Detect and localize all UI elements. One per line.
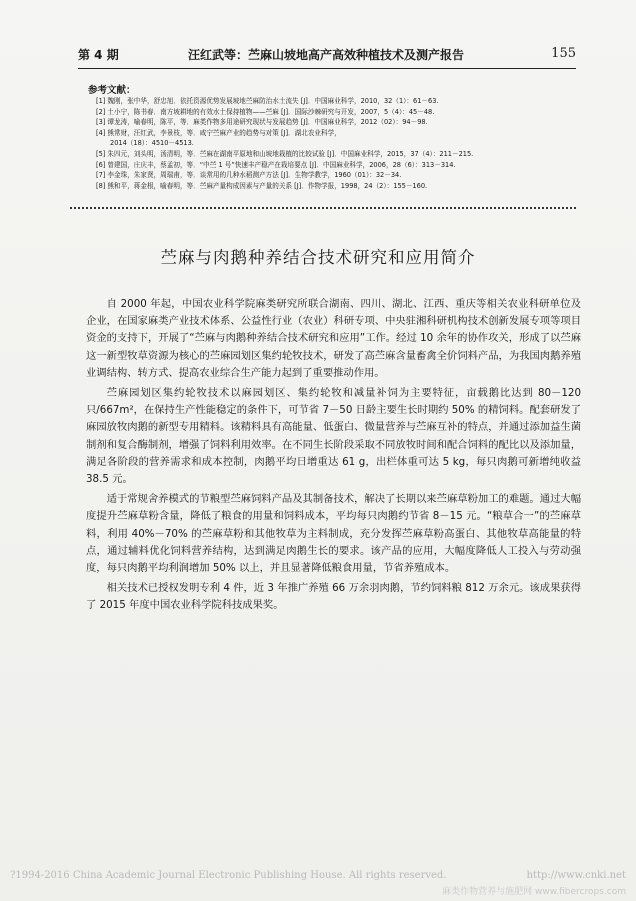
reference-item: [8] 熊和平，蒋金根，喻春明，等．苎麻产量构成因素与产量的关系 [J]．作物学报，1998，24（2）：155－160. [96, 181, 428, 190]
article-title: 苎麻与肉鹅种养结合技术研究和应用简介 [160, 248, 476, 267]
running-header [78, 42, 576, 66]
references-list [96, 96, 566, 191]
paragraph: 相关技术已授权发明专利 4 件，近 3 年推广养殖 66 万余羽肉鹅，节约饲料粮 812 万余元。该成果获得了 2015 年度中国农业科学院科技成果奖。 [86, 582, 581, 612]
page-number: 155 [551, 46, 576, 61]
references-heading: 参考文献： [88, 85, 136, 96]
reference-item: [4] 熊常财，汪红武，李景枝，等．咸宁苎麻产业的趋势与对策 [J]．湖北农业科学， [96, 128, 341, 137]
paragraph: 适于常规舍养模式的节粮型苎麻饲料产品及其制备技术，解决了长期以来苎麻草粉加工的难题。通过大幅度提升苎麻草粉含量，降低了粮食的用量和饲料成本，平均每只肉鹅约节省 8－15 元。“粮草合一”的苎麻草料，利用 40%－70% 的苎麻草粉和其他牧草为主料制成，充分发挥苎麻草粉高蛋白、其他牧草高能量的特点，通过辅料优化饲料营养结构，达到满足肉鹅生长的要求。该产品的应用，大幅度降低人工投入与劳动强度，每只肉鹅平均利润增加 50% 以上，并且显著降低粮食用量，节省养殖成本。 [86, 493, 581, 575]
running-title: 汪红武等：苎麻山坡地高产高效种植技术及测产报告 [188, 48, 465, 62]
reference-item: [5] 朱四元，刘头明，汤清明，等．苎麻在湖南平原地和山坡地栽植的比较试验 [J]．中国麻业科学，2015，37（4）：211－215. [96, 149, 474, 158]
cnki-link[interactable]: http://www.cnki.net [526, 870, 626, 881]
article-body [86, 296, 581, 618]
section-divider [70, 207, 576, 209]
paragraph: 苎麻园划区集约轮牧技术以麻园划区、集约轮牧和减量补饲为主要特征，亩载鹅比达到 80－120 只/667m²，在保持生产性能稳定的条件下，可节省 7－50 日龄主要生长时期约 50% 的精饲料。配套研发了麻园放牧肉鹅的新型专用精料。该精料具有高能量、低蛋白、微量营养与苎麻互补的特点，并通过添加益生菌制剂和复合酶制剂，增强了饲料利用效率。在不同生长阶段采取不同放牧时间和配合饲料的配比以及添加量，满足各阶段的营养需求和成本控制，肉鹅平均日增重达 61 g，出栏体重可达 5 kg，每只肉鹅可新增纯收益 38.5 元。 [86, 387, 581, 486]
reference-item: [7] 李金珠，朱家贤，周瑞甫，等．谈常用的几种水稻测产方法 [J]．生物学教学，1960（01）：32－34. [96, 171, 402, 180]
header-rule [78, 68, 576, 69]
reference-item: [1] 魏刚，张中华，舒忠旭．依托资源优势发展坡地苎麻防治水土流失 [J]．中国麻业科学，2010，32（1）：61－63. [96, 97, 439, 105]
reference-item-continuation: 2014（18）：4510－4513. [110, 139, 194, 148]
paragraph: 自 2000 年起，中国农业科学院麻类研究所联合湖南、四川、湖北、江西、重庆等相关农业科研单位及企业，在国家麻类产业技术体系、公益性行业（农业）科研专项、中央驻湘科研机构技术创新发展专项等项目资金的支持下，开展了“苎麻与肉鹅种养结合技术研究和应用”工作。经过 10 余年的协作攻关，形成了以苎麻这一新型牧草资源为核心的苎麻园划区集约轮牧技术，研发了高苎麻含量畜禽全价饲料产品，为我国肉鹅养殖业调结构、转方式、提高农业综合生产能力起到了重要推动作用。 [86, 298, 581, 379]
copyright-notice: ?1994-2016 China Academic Journal Electronic Publishing House. All rights reserved. [10, 870, 447, 881]
reference-item: [3] 谭龙涛，喻春明，陈平，等．麻类作物多用途研究现状与发展趋势 [J]．中国麻业科学，2012（02）：94－98. [96, 118, 428, 127]
issue-number: 第 4 期 [78, 48, 119, 62]
reference-item: [2] 土小宁，陈书春．南方坡耕地的有效水土保持植物——苎麻 [J]．国际沙棘研究与开发，2007，5（4）：45－48. [96, 107, 435, 116]
watermark: 麻类作物营养与施肥网 www.fibercrops.com [442, 887, 626, 897]
reference-item: [6] 曾建国，庄庆丰，蔡孟初，等．“中苎 1 号”快速丰产稳产在栽培要点 [J]．中国麻业科学，2006，28（6）：313－314. [96, 160, 456, 169]
